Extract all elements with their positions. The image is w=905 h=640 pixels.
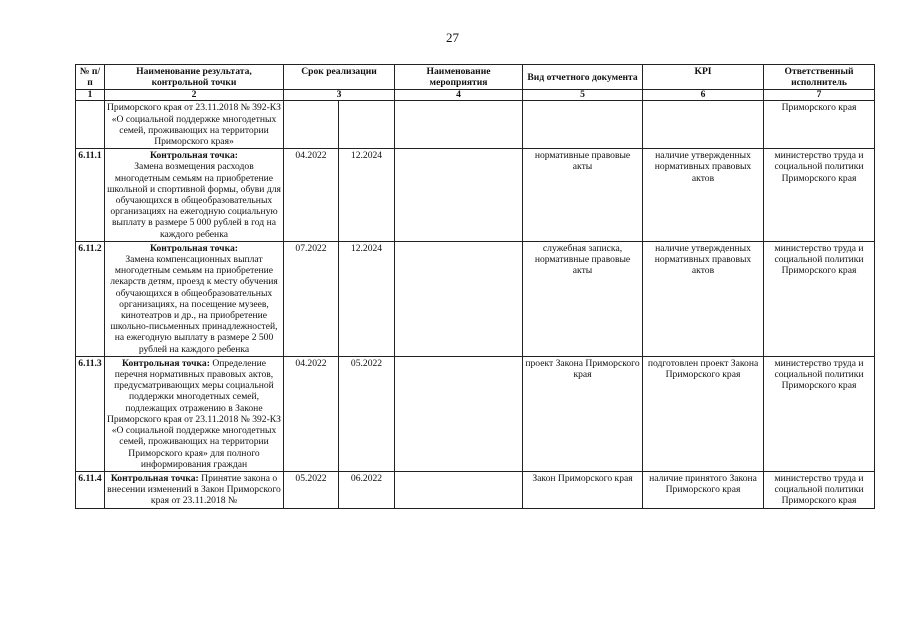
row-responsible: министерство труда и социальной политики Приморского края (764, 149, 875, 242)
col-number: 5 (523, 90, 643, 101)
col-number: 4 (395, 90, 523, 101)
row-responsible: министерство труда и социальной политики Приморского края (764, 241, 875, 356)
row-doc-type: Закон Приморского края (523, 471, 643, 508)
row-start: 04.2022 (284, 356, 339, 471)
row-end: 06.2022 (339, 471, 395, 508)
row-start (284, 101, 339, 149)
row-name (105, 356, 284, 471)
row-kpi: наличие принятого Закона Приморского края (643, 471, 764, 508)
header-doc-type: Вид отчетного документа (523, 65, 643, 90)
row-doc-type: нормативные правовые акты (523, 149, 643, 242)
row-event (395, 241, 523, 356)
header-name: Наименование результата, контрольной точки (105, 65, 284, 90)
table-row (76, 241, 875, 356)
table-row (76, 471, 875, 508)
page-number: 27 (446, 30, 459, 45)
row-kpi (643, 101, 764, 149)
row-event (395, 356, 523, 471)
col-number: 1 (76, 90, 105, 101)
row-name-text: Приморского края от 23.11.2018 № 392-КЗ «О социальной поддержке многодетных семей, проживающих на территории Приморского края» (107, 102, 281, 148)
row-responsible: министерство труда и социальной политики Приморского края (764, 471, 875, 508)
header-term: Срок реализации (284, 65, 395, 90)
col-number: 3 (284, 90, 395, 101)
control-point-label: Контрольная точка: (121, 357, 210, 369)
row-responsible: Приморского края (764, 101, 875, 149)
control-point-label: Контрольная точка: (150, 150, 238, 162)
table-row (76, 101, 875, 149)
row-kpi: наличие утвержденных нормативных правовых актов (643, 241, 764, 356)
column-number-row (76, 90, 875, 101)
row-end: 12.2024 (339, 149, 395, 242)
row-name-text: Замена возмещения расходов многодетным семьям на приобретение школьной и спортивной формы, обуви для обучающихся в общеобразовательных организациях на ежегодную социальную выплату в размере 5 000 рублей в год на каждого ребенка (107, 161, 281, 240)
row-number: 6.11.2 (76, 241, 105, 356)
row-kpi: наличие утвержденных нормативных правовых актов (643, 149, 764, 242)
row-number (76, 101, 105, 149)
row-name (105, 241, 284, 356)
row-kpi: подготовлен проект Закона Приморского края (643, 356, 764, 471)
row-end (339, 101, 395, 149)
row-name (105, 101, 284, 149)
header-responsible: Ответственный исполнитель (764, 65, 875, 90)
row-event (395, 471, 523, 508)
header-kpi: KPI (643, 65, 764, 90)
row-start: 04.2022 (284, 149, 339, 242)
control-point-label: Контрольная точка: (150, 242, 238, 254)
row-name-text: Принятие закона о внесении изменений в Закон Приморского края от 23.11.2018 № (107, 472, 281, 507)
col-number: 6 (643, 90, 764, 101)
control-point-label: Контрольная точка: (110, 472, 199, 484)
row-end: 12.2024 (339, 241, 395, 356)
row-doc-type (523, 101, 643, 149)
col-number: 7 (764, 90, 875, 101)
header-row (76, 65, 875, 90)
row-name-text: Определение перечня нормативных правовых актов, предусматривающих меры социальной поддержки многодетных семей, подлежащих отражению в Законе Приморского края от 23.11.2018 № 392-КЗ «О социальной поддержке многодетных семей, проживающих на территории Приморского края» для полного информирования граждан (107, 357, 281, 470)
row-start: 07.2022 (284, 241, 339, 356)
plan-table (75, 64, 875, 509)
row-name-text: Замена компенсационных выплат многодетным семьям на приобретение лекарств детям, проезд к месту обучения обучающихся в общеобразовательных организациях, на посещение музеев, кинотеатров и др., на приобретение школьно-письменных принадлежностей, на ежегодную выплату в размере 2 500 рублей на каждого ребенка (110, 254, 278, 355)
table-row (76, 356, 875, 471)
row-start: 05.2022 (284, 471, 339, 508)
row-event (395, 149, 523, 242)
row-event (395, 101, 523, 149)
row-doc-type: проект Закона Приморского края (523, 356, 643, 471)
row-number: 6.11.3 (76, 356, 105, 471)
row-end: 05.2022 (339, 356, 395, 471)
row-number: 6.11.4 (76, 471, 105, 508)
row-doc-type: служебная записка, нормативные правовые акты (523, 241, 643, 356)
row-name (105, 149, 284, 242)
row-responsible: министерство труда и социальной политики Приморского края (764, 356, 875, 471)
row-number: 6.11.1 (76, 149, 105, 242)
table-row (76, 149, 875, 242)
header-num: № п/п (76, 65, 105, 90)
row-name (105, 471, 284, 508)
header-event: Наименование мероприятия (395, 65, 523, 90)
col-number: 2 (105, 90, 284, 101)
